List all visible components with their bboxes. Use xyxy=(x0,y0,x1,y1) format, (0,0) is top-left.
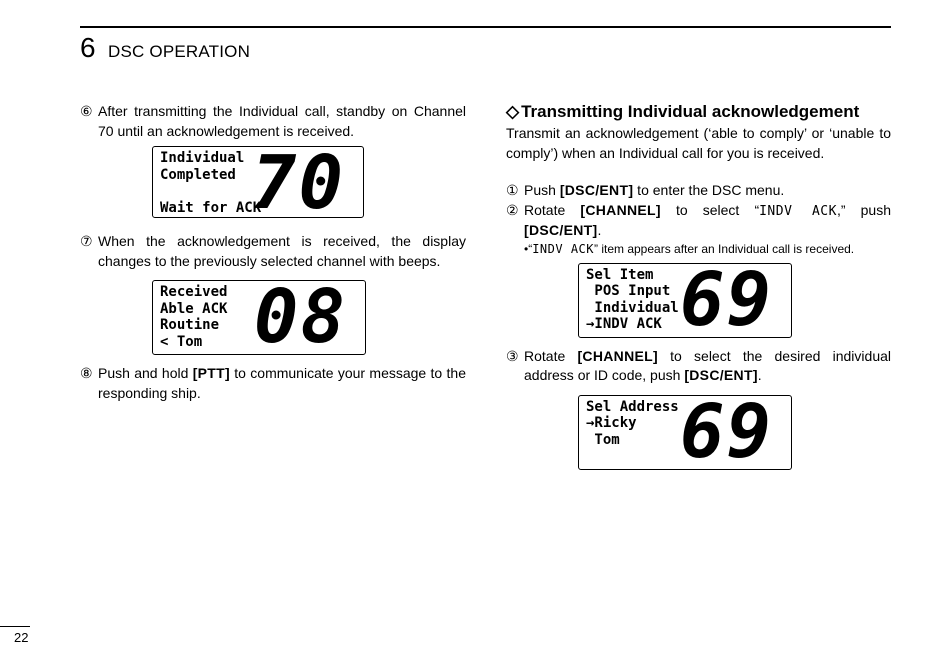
page-number: 22 xyxy=(14,630,29,645)
section-intro: Transmit an acknowledgement (‘able to comply’ or ‘unable to comply’) when an Individual call for you is received. xyxy=(506,125,891,161)
lcd-text xyxy=(160,150,261,216)
lcd-line: Received xyxy=(160,284,228,300)
lcd-line: →INDV ACK xyxy=(586,316,662,333)
lcd-line: < Tom xyxy=(160,333,203,350)
lcd-display-ack-wait xyxy=(152,140,364,226)
lcd-line: Able ACK xyxy=(160,300,228,317)
lcd-line: →Ricky xyxy=(586,415,637,432)
step-text-post: to enter the DSC menu. xyxy=(633,182,785,198)
dsc-ent-key-label: [DSC/ENT] xyxy=(559,182,634,198)
lcd-line: Sel Address xyxy=(586,398,679,415)
lcd-text xyxy=(586,399,679,449)
footer-rule xyxy=(0,626,30,627)
lcd-line xyxy=(160,183,261,200)
lcd-line: Individual xyxy=(586,299,679,316)
step-text-post: . xyxy=(757,367,762,383)
step-note xyxy=(506,241,891,257)
step-number: ① xyxy=(506,182,519,198)
step-text: When the acknowledgement is received, the display changes to the previously selected channel with beeps. xyxy=(98,233,466,269)
step-text-post: . xyxy=(597,222,602,238)
lcd-line: Routine xyxy=(160,317,220,334)
lcd-line: Tom xyxy=(586,431,620,448)
header-rule xyxy=(80,26,891,28)
dsc-ent-key-label: [DSC/ENT] xyxy=(684,367,758,383)
lcd-line: POS Input xyxy=(586,283,671,300)
step-text-pre: Rotate xyxy=(524,347,578,364)
right-column xyxy=(506,102,891,475)
lcd-text xyxy=(586,267,679,333)
lcd-line: Wait for ACK xyxy=(160,199,262,216)
step-number: ⑥ xyxy=(80,103,93,119)
diamond-icon: ◇ xyxy=(506,102,520,121)
lcd-item-label: INDV ACK xyxy=(532,241,594,256)
step-text-mid: to select the desired individual address or ID code, push xyxy=(524,347,891,383)
channel-readout: 69 xyxy=(679,388,773,475)
lcd-item-label: INDV ACK xyxy=(759,203,837,219)
chapter-number: 6 xyxy=(80,32,96,63)
dsc-ent-key-label: [DSC/ENT] xyxy=(524,222,598,238)
step-text-pre: Push and hold xyxy=(98,365,193,381)
step-text-pre: Push xyxy=(524,182,560,198)
step-1 xyxy=(506,181,891,201)
step-7 xyxy=(80,232,466,271)
ptt-key-label: [PTT] xyxy=(192,365,230,381)
chapter-title: DSC OPERATION xyxy=(108,42,251,61)
step-text-mid2: ,” push xyxy=(836,201,891,218)
step-text-post: to communicate your message to the responding ship. xyxy=(98,365,466,401)
note-pre: •“ xyxy=(524,241,533,256)
channel-key-label: [CHANNEL] xyxy=(577,347,658,364)
step-number: ② xyxy=(506,201,519,218)
channel-readout: 08 xyxy=(253,274,347,360)
lcd-line: Individual xyxy=(160,150,245,166)
step-6 xyxy=(80,102,466,141)
step-8 xyxy=(80,364,466,403)
step-text-pre: Rotate xyxy=(524,201,581,218)
channel-readout: 70 xyxy=(251,140,345,226)
lcd-display-received xyxy=(152,274,366,360)
step-text-mid: to select “ xyxy=(660,201,760,218)
step-text: After transmitting the Individual call, standby on Channel 70 until an acknowledgement is received. xyxy=(98,103,466,139)
step-number: ③ xyxy=(506,347,519,364)
left-column xyxy=(80,102,466,403)
channel-key-label: [CHANNEL] xyxy=(580,201,661,218)
lcd-line: Completed xyxy=(160,166,236,183)
channel-readout: 69 xyxy=(679,256,773,343)
lcd-display-sel-address xyxy=(578,388,792,475)
step-2 xyxy=(506,201,891,241)
section-heading xyxy=(506,102,891,122)
step-3 xyxy=(506,347,891,386)
lcd-line: Sel Item xyxy=(586,266,654,283)
lcd-text xyxy=(160,284,227,350)
note-post: ” item appears after an Individual call is received. xyxy=(594,241,855,256)
lcd-display-sel-item xyxy=(578,256,792,343)
step-number: ⑦ xyxy=(80,233,93,249)
section-title: Transmitting Individual acknowledgement xyxy=(521,102,860,121)
step-number: ⑧ xyxy=(80,365,93,381)
